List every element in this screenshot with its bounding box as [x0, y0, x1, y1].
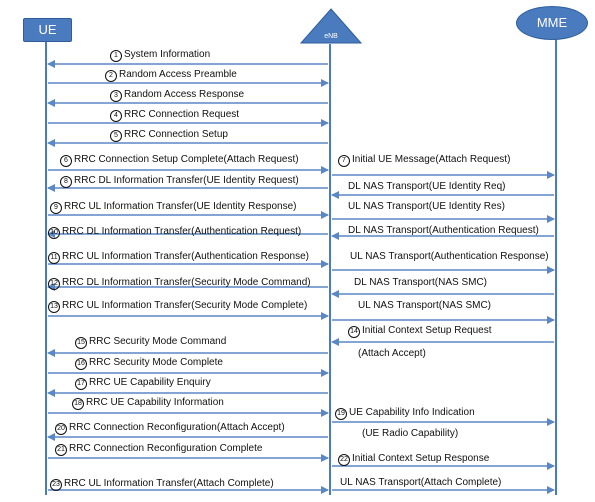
step-number-badge: 9: [50, 202, 62, 214]
step-number-badge: 6: [60, 155, 72, 167]
step-number-badge: 5: [110, 130, 122, 142]
step-number-badge: 18: [72, 398, 84, 410]
message-label: [340, 477, 501, 489]
step-number-badge: 20: [55, 423, 67, 435]
step-number-badge: 21: [55, 444, 67, 456]
message-label: [338, 154, 510, 167]
step-number-badge: 11: [48, 252, 60, 264]
step-number-badge: 13: [48, 301, 60, 313]
message-label: [60, 175, 299, 188]
message-text: RRC Security Mode Complete: [89, 357, 223, 368]
message-text: RRC UL Information Transfer(Attach Complete): [64, 478, 274, 489]
message-label: [72, 397, 224, 410]
message-text: DL NAS Transport(Authentication Request): [348, 225, 539, 236]
message-label: [348, 201, 505, 213]
message-text: System Information: [124, 49, 211, 60]
message-text: RRC Connection Setup: [124, 129, 228, 140]
step-number-badge: 19: [335, 408, 347, 420]
message-label: [348, 325, 492, 338]
message-label: [110, 129, 228, 142]
message-text: RRC UE Capability Information: [86, 397, 224, 408]
step-number-badge: 12: [48, 278, 60, 290]
message-label: [50, 478, 274, 491]
message-label: [358, 348, 426, 360]
message-label: [354, 277, 487, 289]
message-text: DL NAS Transport(UE Identity Req): [348, 181, 506, 192]
message-text: UL NAS Transport(NAS SMC): [358, 300, 491, 311]
message-label: [48, 300, 307, 313]
step-number-badge: 17: [75, 378, 87, 390]
message-text: RRC UL Information Transfer(UE Identity Response): [64, 201, 297, 212]
message-text: (Attach Accept): [358, 348, 426, 359]
step-number-badge: 22: [338, 454, 350, 466]
enb-triangle-icon: [300, 8, 362, 44]
message-text: RRC DL Information Transfer(Security Mode Command): [62, 277, 311, 288]
message-label: [362, 428, 458, 440]
message-label: [110, 89, 244, 102]
step-number-badge: 8: [60, 176, 72, 188]
step-number-badge: 2: [105, 70, 117, 82]
step-number-badge: 16: [75, 358, 87, 370]
message-text: RRC UL Information Transfer(Authentication Response): [62, 251, 309, 262]
message-label: [348, 181, 505, 193]
message-label: [105, 69, 237, 82]
message-text: RRC Security Mode Command: [89, 336, 227, 347]
message-text: RRC Connection Request: [124, 109, 240, 120]
message-text: RRC DL Information Transfer(UE Identity Request): [74, 175, 299, 186]
message-label: [55, 443, 262, 456]
message-label: [350, 251, 549, 263]
step-number-badge: 10: [48, 227, 60, 239]
message-text: RRC Connection Reconfiguration(Attach Accept): [69, 422, 285, 433]
step-number-badge: 1: [110, 50, 122, 62]
message-label: [338, 453, 489, 466]
message-label: [75, 336, 226, 349]
message-label: [335, 407, 475, 420]
message-text: RRC UL Information Transfer(Security Mode Complete): [62, 300, 308, 311]
message-text: (UE Radio Capability): [362, 428, 459, 439]
message-text: Random Access Preamble: [119, 69, 237, 80]
step-number-badge: 7: [338, 155, 350, 167]
step-number-badge: 14: [348, 326, 360, 338]
enb-label: eNB: [324, 33, 338, 40]
message-text: RRC DL Information Transfer(Authentication Request): [62, 226, 302, 237]
step-number-badge: 3: [110, 90, 122, 102]
message-label: [48, 226, 301, 239]
message-text: Initial Context Setup Response: [352, 453, 490, 464]
mme-entity-box: MME: [516, 6, 588, 40]
message-text: UL NAS Transport(UE Identity Res): [348, 201, 505, 212]
ue-entity-box: UE: [23, 18, 72, 42]
message-text: Random Access Response: [124, 89, 245, 100]
step-number-badge: 4: [110, 110, 122, 122]
message-label: [358, 300, 491, 312]
message-text: Initial UE Message(Attach Request): [352, 154, 511, 165]
message-text: RRC UE Capability Enquiry: [89, 377, 211, 388]
message-text: RRC Connection Reconfiguration Complete: [69, 443, 263, 454]
message-text: UL NAS Transport(Authentication Response): [350, 251, 549, 262]
message-label: [110, 49, 210, 62]
step-number-badge: 15: [75, 337, 87, 349]
message-label: [110, 109, 239, 122]
message-label: [48, 251, 309, 264]
message-label: [75, 357, 223, 370]
message-label: [75, 377, 211, 390]
message-text: UE Capability Info Indication: [349, 407, 475, 418]
message-label: [55, 422, 285, 435]
step-number-badge: 23: [50, 479, 62, 491]
message-label: [48, 277, 311, 290]
message-text: DL NAS Transport(NAS SMC): [354, 277, 487, 288]
message-label: [50, 201, 297, 214]
message-text: RRC Connection Setup Complete(Attach Request): [74, 154, 299, 165]
message-text: Initial Context Setup Request: [362, 325, 492, 336]
message-label: [348, 225, 539, 237]
message-label: [60, 154, 299, 167]
message-text: UL NAS Transport(Attach Complete): [340, 477, 502, 488]
